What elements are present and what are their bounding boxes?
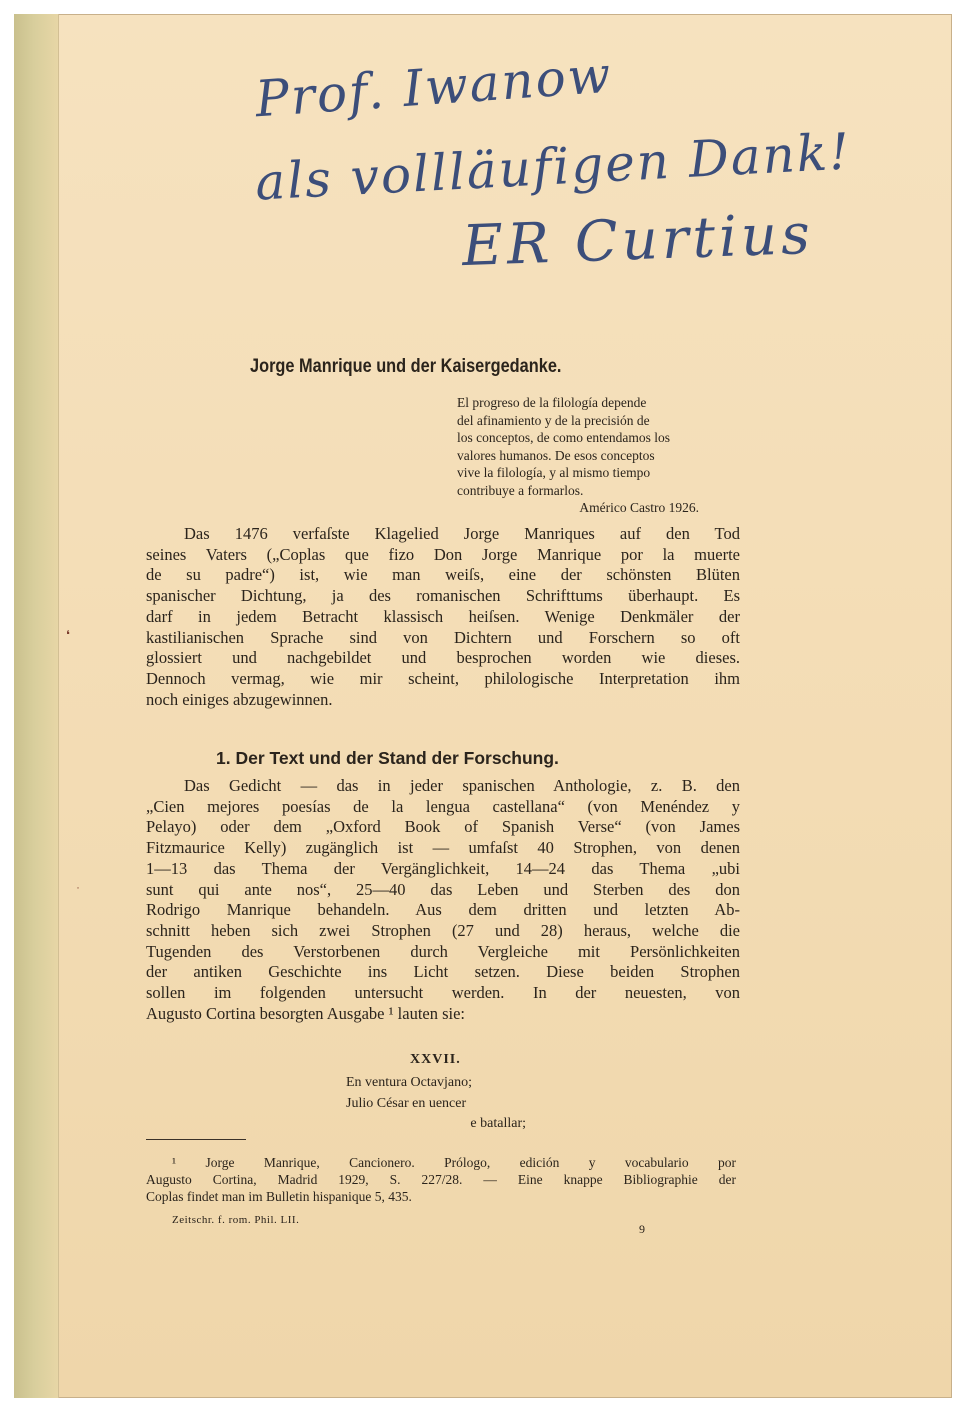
journal-reference: Zeitschr. f. rom. Phil. LII. bbox=[172, 1214, 300, 1226]
epigraph-attribution: Américo Castro 1926. bbox=[579, 500, 699, 515]
handwritten-dedication-line-2: als vollläufigen Dank! bbox=[253, 122, 853, 212]
text-line: sollen im folgenden untersucht werden. In der neuesten, von bbox=[146, 983, 740, 1003]
footnote-line: ¹ Jorge Manrique, Cancionero. Prólogo, edición y vocabulario por bbox=[172, 1155, 736, 1170]
text-line: noch einiges abzugewinnen. bbox=[146, 689, 333, 709]
text-line: der antiken Geschichte ins Licht setzen. Diese beiden Strophen bbox=[146, 962, 740, 982]
text-line: darf in jedem Betracht klassisch heiſsen. Wenige Denkmäler der bbox=[146, 606, 740, 626]
epigraph-line: valores humanos. De esos conceptos bbox=[457, 447, 655, 463]
epigraph-line: del afinamiento y de la precisión de bbox=[457, 412, 650, 428]
epigraph-line: contribuye a formarlos. bbox=[457, 482, 584, 498]
text-line: 1—13 das Thema der Vergänglichkeit, 14—24 das Thema „ubi bbox=[146, 858, 740, 878]
article-title: Jorge Manrique und der Kaisergedanke. bbox=[250, 356, 562, 377]
text-line: glossiert und nachgebildet und besprochen worden wie dieses. bbox=[146, 648, 740, 668]
text-line: Rodrigo Manrique behandeln. Aus dem dritten und letzten Ab- bbox=[146, 900, 740, 920]
text-line: Pelayo) oder dem „Oxford Book of Spanish Verse“ (von James bbox=[146, 817, 740, 837]
stanza-verse: En ventura Octavjano; bbox=[346, 1075, 472, 1090]
epigraph bbox=[457, 394, 757, 517]
epigraph-line: los conceptos, de como entendamos los bbox=[457, 430, 670, 445]
text-line: kastilianischen Sprache sind von Dichtern und Forschern so oft bbox=[146, 627, 740, 647]
footnote bbox=[146, 1154, 736, 1205]
text-line: seines Vaters („Coplas que fizo Don Jorge Manrique por la muerte bbox=[146, 544, 740, 564]
stanza-number: XXVII. bbox=[410, 1052, 461, 1067]
section-heading: 1. Der Text und der Stand der Forschung. bbox=[216, 748, 559, 768]
epigraph-line: vive la filología, y al mismo tiempo bbox=[457, 465, 651, 480]
text-line: Fitzmaurice Kelly) zugänglich ist — umfaſst 40 Strophen, von denen bbox=[146, 838, 740, 858]
stanza bbox=[346, 1073, 526, 1135]
page-number: 9 bbox=[639, 1222, 645, 1236]
text-line: de su padre“) ist, wie man weiſs, eine der schönsten Blüten bbox=[146, 565, 740, 585]
text-line: sunt qui ante nos“, 25—40 das Leben und Sterben des don bbox=[146, 879, 740, 899]
text-line: spanischer Dichtung, ja des romanischen Schrifttums überhaupt. Es bbox=[146, 586, 740, 606]
paper-stain-mark: ❛ bbox=[66, 628, 70, 642]
paper-stain-mark: ˙ bbox=[76, 884, 80, 898]
handwritten-dedication-line-1: Prof. Iwanow bbox=[253, 45, 615, 129]
binding-strip bbox=[14, 14, 59, 1398]
text-line: Tugenden des Verstorbenen durch Vergleiche mit Persönlichkeiten bbox=[146, 941, 740, 961]
handwritten-signature: ER Curtius bbox=[460, 201, 815, 280]
text-line: schnitt heben sich zwei Strophen (27 und 28) heraus, welche die bbox=[146, 920, 740, 940]
text-line: Das 1476 verfaſste Klagelied Jorge Manriques auf den Tod bbox=[184, 524, 740, 543]
footnote-line: Augusto Cortina, Madrid 1929, S. 227/28. — Eine knappe Bibliographie der bbox=[146, 1172, 736, 1187]
text-line: Das Gedicht — das in jeder spanischen Anthologie, z. B. den bbox=[184, 776, 740, 795]
footnote-line: Coplas findet man im Bulletin hispanique 5, 435. bbox=[146, 1189, 412, 1204]
stanza-verse: Julio César en uencer bbox=[346, 1095, 467, 1111]
epigraph-line: El progreso de la filología depende bbox=[457, 395, 647, 410]
intro-paragraph bbox=[146, 524, 740, 710]
text-line: Dennoch vermag, wie mir scheint, philologische Interpretation ihm bbox=[146, 668, 740, 688]
text-line: Augusto Cortina besorgten Ausgabe ¹ lauten sie: bbox=[146, 1003, 466, 1023]
footnote-divider bbox=[146, 1139, 246, 1140]
stanza-verse: e batallar; bbox=[470, 1116, 526, 1131]
section-paragraph bbox=[146, 776, 740, 1024]
text-line: „Cien mejores poesías de la lengua castellana“ (von Menéndez y bbox=[146, 796, 740, 816]
